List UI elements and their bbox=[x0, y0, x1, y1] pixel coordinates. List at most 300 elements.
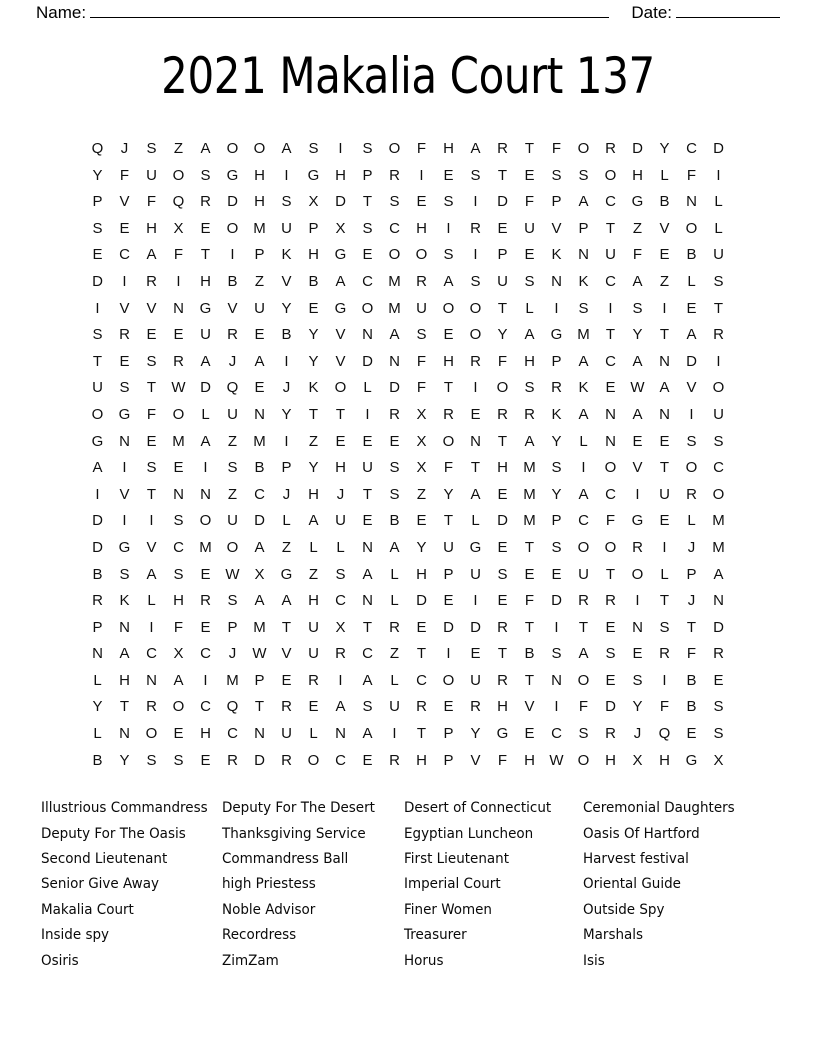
grid-cell[interactable]: V bbox=[470, 751, 481, 769]
grid-cell[interactable]: I bbox=[122, 272, 127, 290]
grid-cell[interactable]: U bbox=[713, 246, 724, 264]
grid-cell[interactable]: P bbox=[362, 166, 373, 184]
grid-cell[interactable]: Z bbox=[632, 219, 643, 237]
grid-cell[interactable]: D bbox=[686, 352, 697, 370]
grid-cell[interactable]: T bbox=[605, 326, 616, 344]
grid-cell[interactable]: Y bbox=[551, 485, 562, 503]
grid-cell[interactable]: Z bbox=[308, 565, 319, 583]
word-list-item[interactable]: Egyptian Luncheon bbox=[404, 825, 534, 842]
grid-cell[interactable]: Y bbox=[308, 459, 319, 477]
grid-cell[interactable]: O bbox=[469, 299, 482, 317]
grid-cell[interactable]: F bbox=[605, 512, 616, 530]
grid-cell[interactable]: O bbox=[415, 246, 428, 264]
word-list-item[interactable]: Second Lieutenant bbox=[41, 851, 168, 868]
word-list-item[interactable]: ZimZam bbox=[222, 952, 279, 969]
grid-cell[interactable]: R bbox=[497, 405, 508, 423]
grid-cell[interactable]: T bbox=[605, 565, 616, 583]
grid-cell[interactable]: E bbox=[632, 432, 643, 450]
grid-cell[interactable]: N bbox=[578, 246, 589, 264]
grid-cell[interactable]: M bbox=[226, 671, 239, 689]
grid-cell[interactable]: D bbox=[497, 193, 508, 211]
grid-cell[interactable]: B bbox=[92, 565, 103, 583]
word-list-item[interactable]: Isis bbox=[583, 952, 605, 969]
grid-cell[interactable]: E bbox=[524, 565, 535, 583]
grid-cell[interactable]: O bbox=[577, 751, 590, 769]
grid-cell[interactable]: C bbox=[254, 485, 265, 503]
grid-cell[interactable]: C bbox=[605, 485, 616, 503]
grid-cell[interactable]: L bbox=[390, 671, 399, 689]
grid-cell[interactable]: L bbox=[687, 512, 696, 530]
grid-cell[interactable]: T bbox=[362, 193, 373, 211]
grid-cell[interactable]: T bbox=[146, 485, 157, 503]
grid-cell[interactable]: A bbox=[362, 565, 373, 583]
word-list-item[interactable]: Finer Women bbox=[404, 901, 492, 918]
grid-cell[interactable]: A bbox=[281, 140, 292, 157]
word-list-item[interactable]: Marshals bbox=[583, 927, 644, 944]
grid-cell[interactable]: F bbox=[497, 751, 508, 769]
grid-cell[interactable]: U bbox=[659, 485, 670, 503]
grid-cell[interactable]: H bbox=[335, 166, 346, 184]
grid-cell[interactable]: O bbox=[604, 166, 617, 184]
grid-cell[interactable]: O bbox=[172, 405, 185, 423]
grid-cell[interactable]: N bbox=[659, 352, 670, 370]
grid-cell[interactable]: T bbox=[713, 299, 724, 317]
grid-cell[interactable]: Y bbox=[416, 538, 427, 556]
grid-cell[interactable]: A bbox=[92, 459, 103, 477]
grid-cell[interactable]: T bbox=[146, 379, 157, 397]
grid-cell[interactable]: E bbox=[200, 565, 211, 583]
grid-cell[interactable]: J bbox=[282, 485, 291, 503]
grid-cell[interactable]: P bbox=[551, 352, 562, 370]
grid-cell[interactable]: I bbox=[662, 538, 667, 556]
grid-cell[interactable]: P bbox=[551, 512, 562, 530]
grid-cell[interactable]: E bbox=[497, 538, 508, 556]
grid-cell[interactable]: E bbox=[443, 592, 454, 610]
grid-cell[interactable]: N bbox=[362, 326, 373, 344]
grid-cell[interactable]: D bbox=[713, 140, 724, 157]
grid-cell[interactable]: D bbox=[92, 512, 103, 530]
grid-cell[interactable]: I bbox=[716, 352, 721, 370]
grid-cell[interactable]: I bbox=[419, 166, 424, 184]
grid-cell[interactable]: B bbox=[524, 645, 535, 663]
grid-cell[interactable]: C bbox=[686, 140, 697, 157]
grid-cell[interactable]: X bbox=[308, 193, 319, 211]
grid-cell[interactable]: S bbox=[578, 299, 589, 317]
grid-cell[interactable]: O bbox=[226, 538, 239, 556]
word-list-item[interactable]: Oasis Of Hartford bbox=[583, 825, 700, 842]
grid-cell[interactable]: B bbox=[389, 512, 400, 530]
grid-cell[interactable]: O bbox=[388, 246, 401, 264]
grid-cell[interactable]: C bbox=[362, 272, 373, 290]
grid-cell[interactable]: I bbox=[149, 512, 154, 530]
grid-cell[interactable]: E bbox=[389, 432, 400, 450]
grid-cell[interactable]: U bbox=[308, 645, 319, 663]
grid-cell[interactable]: R bbox=[686, 485, 697, 503]
grid-cell[interactable]: J bbox=[687, 592, 696, 610]
grid-cell[interactable]: E bbox=[335, 432, 346, 450]
grid-cell[interactable]: O bbox=[226, 140, 239, 157]
grid-cell[interactable]: S bbox=[524, 272, 535, 290]
grid-cell[interactable]: N bbox=[551, 671, 562, 689]
grid-cell[interactable]: A bbox=[578, 352, 589, 370]
grid-cell[interactable]: D bbox=[254, 512, 265, 530]
grid-cell[interactable]: C bbox=[389, 219, 400, 237]
grid-cell[interactable]: F bbox=[173, 246, 184, 264]
grid-cell[interactable]: P bbox=[443, 725, 454, 743]
grid-cell[interactable]: X bbox=[416, 459, 427, 477]
grid-cell[interactable]: I bbox=[554, 299, 559, 317]
grid-cell[interactable]: R bbox=[227, 751, 238, 769]
grid-cell[interactable]: O bbox=[361, 299, 374, 317]
grid-cell[interactable]: W bbox=[225, 565, 240, 583]
grid-cell[interactable]: I bbox=[716, 166, 721, 184]
grid-cell[interactable]: T bbox=[524, 671, 535, 689]
grid-cell[interactable]: J bbox=[687, 538, 696, 556]
grid-cell[interactable]: A bbox=[335, 698, 346, 716]
grid-cell[interactable]: A bbox=[632, 272, 643, 290]
grid-cell[interactable]: H bbox=[254, 193, 265, 211]
grid-cell[interactable]: I bbox=[95, 299, 100, 317]
grid-cell[interactable]: M bbox=[523, 459, 536, 477]
grid-cell[interactable]: C bbox=[416, 671, 427, 689]
grid-cell[interactable]: H bbox=[308, 246, 319, 264]
grid-cell[interactable]: D bbox=[605, 698, 616, 716]
grid-cell[interactable]: M bbox=[172, 432, 185, 450]
grid-cell[interactable]: T bbox=[497, 166, 508, 184]
grid-cell[interactable]: A bbox=[578, 193, 589, 211]
grid-cell[interactable]: S bbox=[335, 565, 346, 583]
grid-cell[interactable]: S bbox=[362, 698, 373, 716]
grid-cell[interactable]: S bbox=[389, 485, 400, 503]
grid-cell[interactable]: S bbox=[632, 299, 643, 317]
grid-cell[interactable]: H bbox=[524, 352, 535, 370]
grid-cell[interactable]: T bbox=[524, 618, 535, 636]
grid-cell[interactable]: N bbox=[362, 538, 373, 556]
grid-cell[interactable]: I bbox=[662, 671, 667, 689]
grid-cell[interactable]: S bbox=[713, 698, 724, 716]
grid-cell[interactable]: F bbox=[146, 405, 157, 423]
grid-cell[interactable]: D bbox=[200, 379, 211, 397]
grid-cell[interactable]: Y bbox=[632, 326, 643, 344]
grid-cell[interactable]: A bbox=[389, 326, 400, 344]
grid-cell[interactable]: T bbox=[308, 405, 319, 423]
word-list-item[interactable]: Deputy For The Desert bbox=[222, 800, 375, 817]
grid-cell[interactable]: P bbox=[254, 671, 265, 689]
grid-cell[interactable]: L bbox=[390, 592, 399, 610]
grid-cell[interactable]: E bbox=[119, 352, 130, 370]
grid-cell[interactable]: R bbox=[200, 193, 211, 211]
grid-cell[interactable]: F bbox=[686, 166, 697, 184]
grid-cell[interactable]: W bbox=[252, 645, 267, 663]
grid-cell[interactable]: Y bbox=[281, 405, 292, 423]
grid-cell[interactable]: H bbox=[659, 751, 670, 769]
grid-cell[interactable]: L bbox=[147, 592, 156, 610]
grid-cell[interactable]: I bbox=[554, 618, 559, 636]
grid-cell[interactable]: D bbox=[92, 272, 103, 290]
grid-cell[interactable]: T bbox=[524, 538, 535, 556]
grid-cell[interactable]: P bbox=[443, 751, 454, 769]
grid-cell[interactable]: E bbox=[416, 512, 427, 530]
grid-cell[interactable]: U bbox=[470, 565, 481, 583]
grid-cell[interactable]: S bbox=[227, 592, 238, 610]
grid-cell[interactable]: R bbox=[497, 671, 508, 689]
grid-cell[interactable]: Z bbox=[254, 272, 265, 290]
grid-cell[interactable]: I bbox=[554, 698, 559, 716]
grid-cell[interactable]: A bbox=[254, 352, 265, 370]
grid-cell[interactable]: S bbox=[713, 272, 724, 290]
grid-cell[interactable]: H bbox=[443, 140, 454, 157]
grid-cell[interactable]: E bbox=[524, 725, 535, 743]
grid-cell[interactable]: N bbox=[470, 432, 481, 450]
grid-cell[interactable]: F bbox=[524, 592, 535, 610]
grid-cell[interactable]: I bbox=[689, 405, 694, 423]
grid-cell[interactable]: V bbox=[335, 326, 346, 344]
grid-cell[interactable]: S bbox=[551, 645, 562, 663]
grid-cell[interactable]: H bbox=[443, 352, 454, 370]
grid-cell[interactable]: N bbox=[254, 725, 265, 743]
grid-cell[interactable]: S bbox=[146, 459, 157, 477]
grid-cell[interactable]: A bbox=[146, 246, 157, 264]
grid-cell[interactable]: T bbox=[92, 352, 103, 370]
grid-cell[interactable]: D bbox=[335, 193, 346, 211]
grid-cell[interactable]: S bbox=[551, 538, 562, 556]
grid-cell[interactable]: A bbox=[389, 538, 400, 556]
grid-cell[interactable]: U bbox=[416, 299, 427, 317]
grid-cell[interactable]: O bbox=[496, 379, 509, 397]
grid-cell[interactable]: T bbox=[416, 645, 427, 663]
grid-cell[interactable]: G bbox=[631, 193, 644, 211]
grid-cell[interactable]: A bbox=[173, 671, 184, 689]
grid-cell[interactable]: M bbox=[712, 512, 725, 530]
word-list-item[interactable]: Illustrious Commandress bbox=[41, 800, 208, 817]
grid-cell[interactable]: E bbox=[713, 671, 724, 689]
grid-cell[interactable]: M bbox=[712, 538, 725, 556]
word-list-item[interactable]: Oriental Guide bbox=[583, 876, 681, 893]
date-input-line[interactable] bbox=[676, 3, 780, 18]
grid-cell[interactable]: E bbox=[308, 698, 319, 716]
grid-cell[interactable]: C bbox=[227, 725, 238, 743]
grid-cell[interactable]: P bbox=[92, 618, 103, 636]
grid-cell[interactable]: S bbox=[605, 645, 616, 663]
grid-cell[interactable]: U bbox=[524, 219, 535, 237]
grid-cell[interactable]: K bbox=[578, 272, 589, 290]
grid-cell[interactable]: K bbox=[551, 246, 562, 264]
grid-cell[interactable]: U bbox=[389, 698, 400, 716]
grid-cell[interactable]: J bbox=[120, 140, 129, 157]
grid-cell[interactable]: Y bbox=[632, 698, 643, 716]
grid-cell[interactable]: U bbox=[281, 219, 292, 237]
grid-cell[interactable]: U bbox=[227, 512, 238, 530]
grid-cell[interactable]: O bbox=[253, 140, 266, 157]
grid-cell[interactable]: O bbox=[172, 698, 185, 716]
grid-cell[interactable]: S bbox=[119, 379, 130, 397]
grid-cell[interactable]: P bbox=[551, 193, 562, 211]
grid-cell[interactable]: H bbox=[119, 671, 130, 689]
grid-cell[interactable]: U bbox=[92, 379, 103, 397]
grid-cell[interactable]: Y bbox=[551, 432, 562, 450]
grid-cell[interactable]: S bbox=[173, 751, 184, 769]
grid-cell[interactable]: C bbox=[119, 246, 130, 264]
grid-cell[interactable]: O bbox=[604, 538, 617, 556]
grid-cell[interactable]: S bbox=[200, 166, 211, 184]
grid-cell[interactable]: A bbox=[281, 592, 292, 610]
grid-cell[interactable]: R bbox=[632, 538, 643, 556]
grid-cell[interactable]: N bbox=[659, 405, 670, 423]
grid-cell[interactable]: Z bbox=[389, 645, 400, 663]
grid-cell[interactable]: C bbox=[335, 751, 346, 769]
grid-cell[interactable]: E bbox=[119, 219, 130, 237]
grid-cell[interactable]: S bbox=[443, 246, 454, 264]
grid-cell[interactable]: L bbox=[579, 432, 588, 450]
grid-cell[interactable]: X bbox=[713, 751, 724, 769]
grid-cell[interactable]: R bbox=[551, 379, 562, 397]
grid-cell[interactable]: R bbox=[605, 140, 616, 157]
grid-cell[interactable]: A bbox=[254, 538, 265, 556]
grid-cell[interactable]: E bbox=[281, 671, 292, 689]
grid-cell[interactable]: R bbox=[605, 592, 616, 610]
grid-cell[interactable]: E bbox=[551, 565, 562, 583]
grid-cell[interactable]: E bbox=[686, 299, 697, 317]
word-list-item[interactable]: high Priestess bbox=[222, 876, 316, 893]
grid-cell[interactable]: J bbox=[633, 725, 642, 743]
grid-cell[interactable]: C bbox=[200, 645, 211, 663]
grid-cell[interactable]: M bbox=[523, 485, 536, 503]
grid-cell[interactable]: T bbox=[443, 512, 454, 530]
grid-cell[interactable]: F bbox=[146, 193, 157, 211]
word-list-item[interactable]: Thanksgiving Service bbox=[222, 825, 366, 842]
grid-cell[interactable]: S bbox=[92, 326, 103, 344]
grid-cell[interactable]: K bbox=[551, 405, 562, 423]
grid-cell[interactable]: M bbox=[253, 432, 266, 450]
grid-cell[interactable]: L bbox=[309, 538, 318, 556]
word-list-item[interactable]: Deputy For The Oasis bbox=[41, 825, 186, 842]
grid-cell[interactable]: N bbox=[200, 485, 211, 503]
grid-cell[interactable]: S bbox=[551, 166, 562, 184]
grid-cell[interactable]: G bbox=[469, 538, 482, 556]
grid-cell[interactable]: E bbox=[605, 379, 616, 397]
grid-cell[interactable]: D bbox=[551, 592, 562, 610]
grid-cell[interactable]: D bbox=[254, 751, 265, 769]
grid-cell[interactable]: E bbox=[173, 459, 184, 477]
grid-cell[interactable]: U bbox=[470, 671, 481, 689]
grid-cell[interactable]: Y bbox=[443, 485, 454, 503]
grid-cell[interactable]: R bbox=[389, 751, 400, 769]
grid-cell[interactable]: E bbox=[632, 645, 643, 663]
grid-cell[interactable]: S bbox=[470, 166, 481, 184]
grid-cell[interactable]: O bbox=[334, 379, 347, 397]
word-list-item[interactable]: Imperial Court bbox=[404, 876, 501, 893]
grid-cell[interactable]: O bbox=[442, 671, 455, 689]
grid-cell[interactable]: L bbox=[471, 512, 480, 530]
grid-cell[interactable]: I bbox=[203, 459, 208, 477]
grid-cell[interactable]: O bbox=[442, 432, 455, 450]
grid-cell[interactable]: Q bbox=[91, 140, 104, 157]
grid-cell[interactable]: U bbox=[605, 246, 616, 264]
grid-cell[interactable]: I bbox=[230, 246, 235, 264]
grid-cell[interactable]: T bbox=[335, 405, 346, 423]
grid-cell[interactable]: V bbox=[119, 485, 130, 503]
grid-cell[interactable]: L bbox=[714, 219, 723, 237]
grid-cell[interactable]: I bbox=[122, 512, 127, 530]
grid-cell[interactable]: N bbox=[551, 272, 562, 290]
grid-cell[interactable]: D bbox=[632, 140, 643, 157]
grid-cell[interactable]: H bbox=[605, 751, 616, 769]
word-list-item[interactable]: Harvest festival bbox=[583, 851, 689, 868]
grid-cell[interactable]: X bbox=[335, 618, 346, 636]
word-list-item[interactable]: Horus bbox=[404, 952, 444, 969]
grid-cell[interactable]: F bbox=[686, 645, 697, 663]
grid-cell[interactable]: R bbox=[281, 698, 292, 716]
grid-cell[interactable]: I bbox=[122, 459, 127, 477]
grid-cell[interactable]: Y bbox=[659, 140, 670, 157]
grid-cell[interactable]: D bbox=[227, 193, 238, 211]
grid-cell[interactable]: E bbox=[173, 326, 184, 344]
grid-cell[interactable]: P bbox=[227, 618, 238, 636]
grid-cell[interactable]: O bbox=[577, 538, 590, 556]
grid-cell[interactable]: Z bbox=[227, 485, 238, 503]
grid-cell[interactable]: N bbox=[686, 193, 697, 211]
grid-cell[interactable]: S bbox=[578, 166, 589, 184]
grid-cell[interactable]: I bbox=[473, 592, 478, 610]
grid-cell[interactable]: D bbox=[92, 538, 103, 556]
grid-cell[interactable]: O bbox=[199, 512, 212, 530]
grid-cell[interactable]: I bbox=[284, 352, 289, 370]
grid-cell[interactable]: U bbox=[443, 538, 454, 556]
grid-cell[interactable]: L bbox=[525, 299, 534, 317]
grid-cell[interactable]: A bbox=[524, 326, 535, 344]
grid-cell[interactable]: V bbox=[281, 272, 292, 290]
grid-cell[interactable]: R bbox=[416, 698, 427, 716]
grid-cell[interactable]: V bbox=[335, 352, 346, 370]
grid-cell[interactable]: F bbox=[119, 166, 130, 184]
grid-cell[interactable]: H bbox=[308, 592, 319, 610]
grid-cell[interactable]: E bbox=[524, 246, 535, 264]
grid-cell[interactable]: I bbox=[203, 671, 208, 689]
grid-cell[interactable]: E bbox=[200, 618, 211, 636]
grid-cell[interactable]: A bbox=[470, 485, 481, 503]
grid-cell[interactable]: S bbox=[497, 565, 508, 583]
grid-cell[interactable]: S bbox=[551, 459, 562, 477]
grid-cell[interactable]: Z bbox=[659, 272, 670, 290]
grid-cell[interactable]: G bbox=[334, 246, 347, 264]
grid-cell[interactable]: F bbox=[416, 379, 427, 397]
grid-cell[interactable]: A bbox=[119, 645, 130, 663]
grid-cell[interactable]: A bbox=[578, 645, 589, 663]
grid-cell[interactable]: K bbox=[281, 246, 292, 264]
grid-cell[interactable]: O bbox=[226, 219, 239, 237]
grid-cell[interactable]: K bbox=[578, 379, 589, 397]
grid-cell[interactable]: E bbox=[362, 432, 373, 450]
grid-cell[interactable]: B bbox=[308, 272, 319, 290]
grid-cell[interactable]: F bbox=[659, 698, 670, 716]
grid-cell[interactable]: R bbox=[443, 405, 454, 423]
grid-cell[interactable]: Z bbox=[173, 140, 184, 157]
grid-cell[interactable]: D bbox=[497, 512, 508, 530]
grid-cell[interactable]: T bbox=[605, 219, 616, 237]
grid-cell[interactable]: V bbox=[551, 219, 562, 237]
grid-cell[interactable]: D bbox=[389, 379, 400, 397]
grid-cell[interactable]: L bbox=[309, 725, 318, 743]
grid-cell[interactable]: Q bbox=[172, 193, 185, 211]
grid-cell[interactable]: N bbox=[254, 405, 265, 423]
grid-cell[interactable]: J bbox=[228, 645, 237, 663]
grid-cell[interactable]: W bbox=[171, 379, 186, 397]
grid-cell[interactable]: Y bbox=[497, 326, 508, 344]
grid-cell[interactable]: H bbox=[200, 272, 211, 290]
grid-cell[interactable]: E bbox=[470, 405, 481, 423]
grid-cell[interactable]: D bbox=[470, 618, 481, 636]
grid-cell[interactable]: S bbox=[146, 751, 157, 769]
